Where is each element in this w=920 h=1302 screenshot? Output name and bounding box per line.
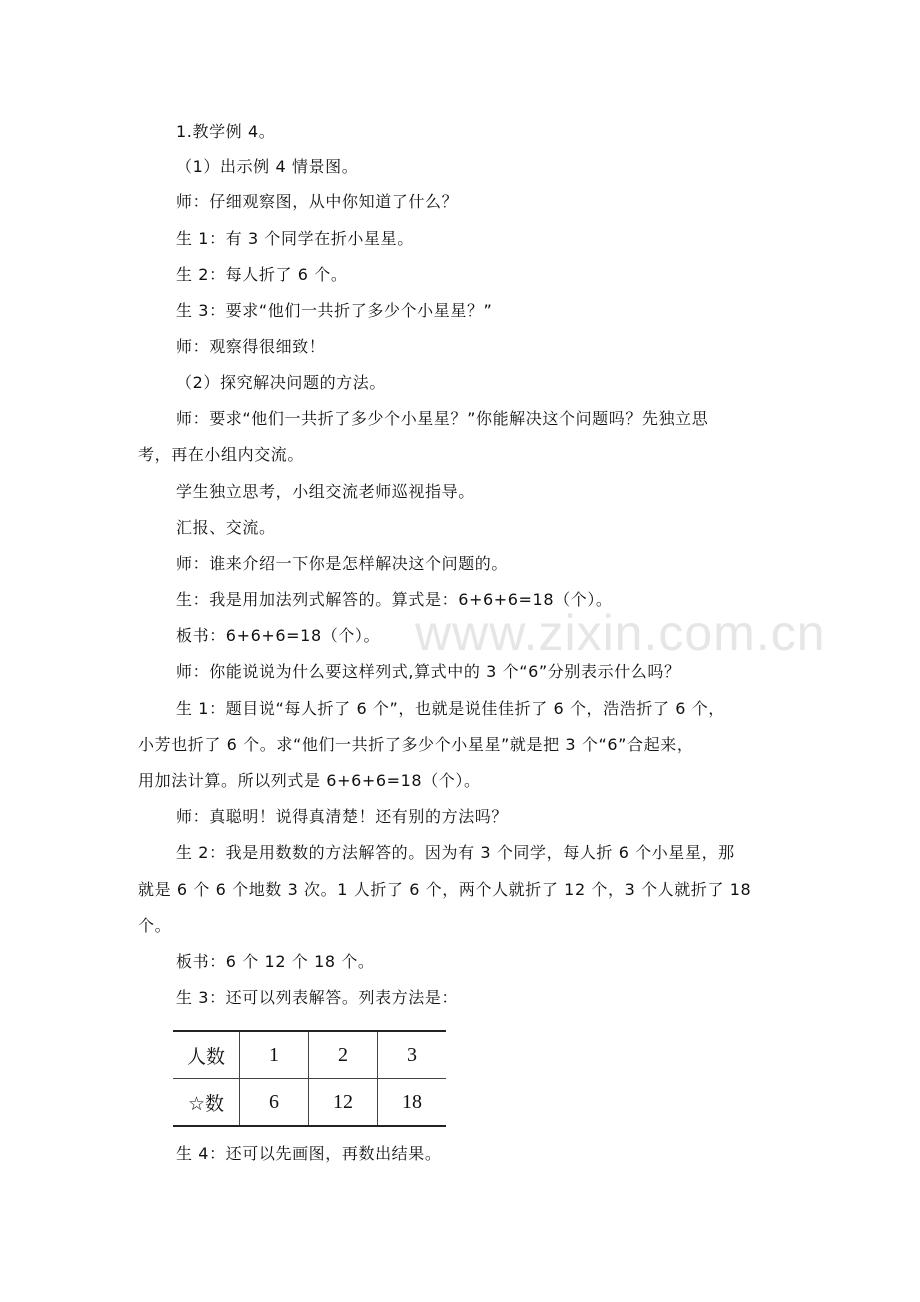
paragraph-line: 生 1：有 3 个同学在折小星星。 <box>176 229 414 248</box>
paragraph-line: （2）探究解决问题的方法。 <box>176 373 386 392</box>
paragraph-line: 生 2：每人折了 6 个。 <box>176 265 348 284</box>
paragraph-line: 小芳也折了 6 个。求“他们一共折了多少个小星星”就是把 3 个“6”合起来， <box>138 735 694 754</box>
table-row <box>173 1079 446 1127</box>
table-cell: 18 <box>378 1079 447 1127</box>
paragraph-line: 师：仔细观察图，从中你知道了什么？ <box>176 192 459 211</box>
table-row-header: ☆数 <box>173 1079 240 1127</box>
paragraph-line: 师：观察得很细致！ <box>176 337 326 356</box>
paragraph-line: 生 3：还可以列表解答。列表方法是： <box>176 988 459 1007</box>
paragraph-line: 板书：6+6+6=18（个）。 <box>176 626 381 645</box>
paragraph-line: 生 4：还可以先画图，再数出结果。 <box>176 1144 442 1163</box>
paragraph-line: 板书：6 个 12 个 18 个。 <box>176 952 375 971</box>
table-row-header: 人数 <box>173 1031 240 1079</box>
paragraph-line: 1.教学例 4。 <box>176 122 276 141</box>
paragraph-line: 师：谁来介绍一下你是怎样解决这个问题的。 <box>176 554 509 573</box>
paragraph-line: 生：我是用加法列式解答的。算式是：6+6+6=18（个）。 <box>176 590 613 609</box>
paragraph-line: 师：要求“他们一共折了多少个小星星？”你能解决这个问题吗？先独立思 <box>176 409 709 428</box>
paragraph-line: 生 2：我是用数数的方法解答的。因为有 3 个同学，每人折 6 个小星星，那 <box>176 843 735 862</box>
paragraph-line: （1）出示例 4 情景图。 <box>176 157 359 176</box>
paragraph-line: 考，再在小组内交流。 <box>138 445 305 464</box>
table-cell: 6 <box>240 1079 309 1127</box>
paragraph-line: 师：真聪明！说得真清楚！还有别的方法吗？ <box>176 807 509 826</box>
watermark: www.zixin.com.cn <box>415 605 826 661</box>
paragraph-line: 汇报、交流。 <box>176 518 276 537</box>
paragraph-line: 就是 6 个 6 个地数 3 次。1 人折了 6 个，两个人就折了 12 个，3 个人就折了 18 <box>138 880 752 899</box>
count-table <box>173 1030 446 1127</box>
table-row <box>173 1031 446 1079</box>
paragraph-line: 学生独立思考，小组交流老师巡视指导。 <box>176 482 475 501</box>
paragraph-line: 个。 <box>138 916 172 935</box>
table-cell: 2 <box>309 1031 378 1079</box>
paragraph-line: 师：你能说说为什么要这样列式,算式中的 3 个“6”分别表示什么吗？ <box>176 662 681 681</box>
table-cell: 3 <box>378 1031 447 1079</box>
table-cell: 12 <box>309 1079 378 1127</box>
table-cell: 1 <box>240 1031 309 1079</box>
paragraph-line: 用加法计算。所以列式是 6+6+6=18（个）。 <box>138 771 481 790</box>
paragraph-line: 生 3：要求“他们一共折了多少个小星星？” <box>176 301 493 320</box>
paragraph-line: 生 1：题目说“每人折了 6 个”，也就是说佳佳折了 6 个，浩浩折了 6 个， <box>176 699 725 718</box>
